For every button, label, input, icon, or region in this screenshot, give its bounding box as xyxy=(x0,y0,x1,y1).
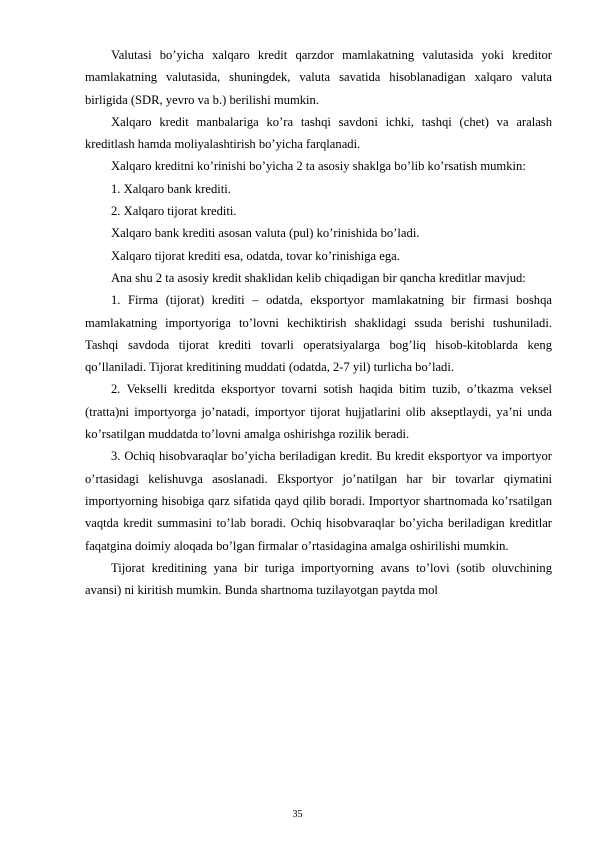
paragraph: 2. Vekselli kreditda eksportyor tovarni sotish haqida bitim tuzib, o’tkazma veksel (tratta)ni importyorga jo’natadi, importyor tijorat hujjatlarini olib akseptlaydi, ya’ni unda ko’rsatilgan muddatda to’lovni amalga oshirishga rozilik beradi. xyxy=(85,382,552,442)
paragraph: 1. Firma (tijorat) krediti – odatda, eksportyor mamlakatning bir firmasi boshqa mamlakatning importyoriga to’lovni kechiktirish shaklidagi ssuda berishi tushuniladi. Tashqi savdoda tijorat krediti tovarli operatsiyalarga bog’liq hisob-kitoblarda keng qo’llaniladi. Tijorat kreditining muddati (odatda, 2-7 yil) turlicha bo’ladi. xyxy=(85,293,552,375)
body-text xyxy=(85,44,552,601)
paragraph: Tijorat kreditining yana bir turiga importyorning avans to’lovi (sotib oluvchining avansi) ni kiritish mumkin. Bunda shartnoma tuzilayotgan paytda mol xyxy=(85,560,552,598)
paragraph: Xalqaro kredit manbalariga ko’ra tashqi savdoni ichki, tashqi (chet) va aralash kreditlash hamda moliyalashtirish bo’yicha farqlanadi. xyxy=(85,114,552,152)
page-number: 35 xyxy=(292,809,303,820)
paragraph: Xalqaro kreditni ko’rinishi bo’yicha 2 ta asosiy shaklga bo’lib ko’rsatish mumkin: xyxy=(111,159,526,174)
paragraph: Xalqaro tijorat krediti esa, odatda, tovar ko’rinishiga ega. xyxy=(111,248,400,263)
list-item: 1. Xalqaro bank krediti. xyxy=(111,181,231,196)
list-item: 2. Xalqaro tijorat krediti. xyxy=(111,204,237,219)
paragraph: Valutasi bo’yicha xalqaro kredit qarzdor mamlakatning valutasida yoki kreditor mamlakatning valutasida, shuningdek, valuta savatida hisoblanadigan xalqaro valuta birligida (SDR, yevro va b.) berilishi mumkin. xyxy=(85,48,552,107)
paragraph: 3. Ochiq hisobvaraqlar bo’yicha beriladigan kredit. Bu kredit eksportyor va importyor o’rtasidagi kelishuvga asoslanadi. Eksportyor jo’natilgan har bir tovarlar qiymatini importyorning hisobiga qarz sifatida qayd qilib boradi. Importyor shartnomada ko’rsatilgan vaqtda kredit summasini to’lab boradi. Ochiq hisobvaraqlar bo’yicha beriladigan kreditlar faqatgina doimiy aloqada bo’lgan firmalar o’rtasidagina amalga oshirilishi mumkin. xyxy=(85,449,552,553)
paragraph: Xalqaro bank krediti asosan valuta (pul) ko’rinishida bo’ladi. xyxy=(111,226,420,241)
paragraph: Ana shu 2 ta asosiy kredit shaklidan kelib chiqadigan bir qancha kreditlar mavjud: xyxy=(111,270,526,285)
